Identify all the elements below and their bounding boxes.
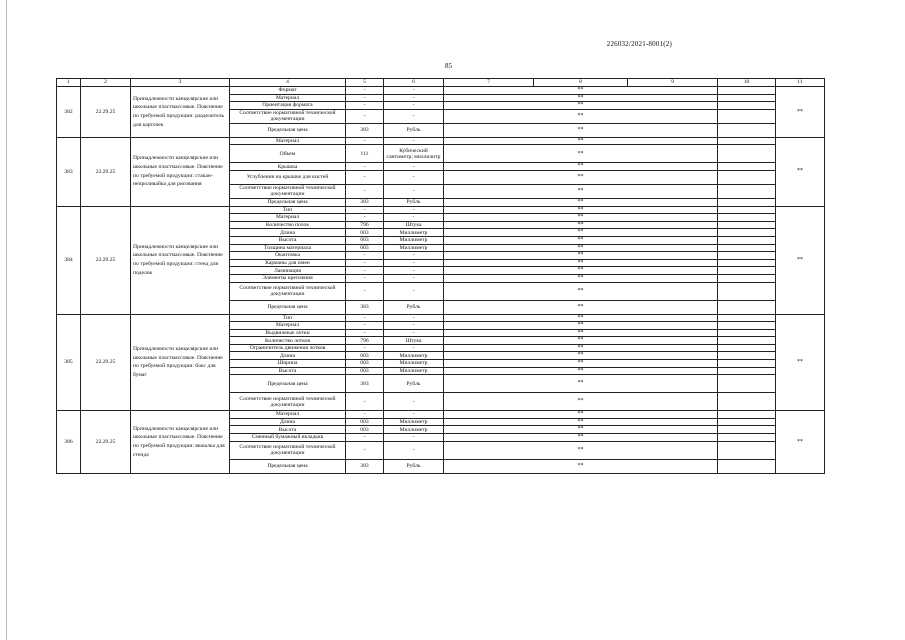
value-mark: ** bbox=[577, 274, 584, 281]
unit-code: - bbox=[346, 184, 384, 198]
col-10-cell bbox=[718, 252, 776, 260]
header-col-1: 1 bbox=[57, 79, 81, 87]
table-row bbox=[57, 206, 825, 214]
unit-name: - bbox=[384, 214, 444, 222]
characteristic-name: Ширина bbox=[230, 360, 346, 368]
characteristic-name: Предельная цена bbox=[230, 123, 346, 137]
unit-name: - bbox=[384, 206, 444, 214]
value-mark: ** bbox=[577, 446, 584, 453]
unit-name: - bbox=[384, 259, 444, 267]
characteristic-value bbox=[444, 267, 718, 275]
characteristic-value bbox=[444, 393, 718, 411]
value-mark: ** bbox=[577, 426, 584, 433]
characteristic-value bbox=[444, 344, 718, 352]
characteristic-value bbox=[444, 337, 718, 345]
col-10-cell bbox=[718, 375, 776, 393]
unit-name: Миллиметр bbox=[384, 229, 444, 237]
col-10-cell bbox=[718, 206, 776, 214]
characteristic-name: Длина bbox=[230, 418, 346, 426]
unit-code: 796 bbox=[346, 221, 384, 229]
unit-name: Миллиметр bbox=[384, 426, 444, 434]
header-col-5: 5 bbox=[346, 79, 384, 87]
col-10-cell bbox=[718, 102, 776, 110]
col-10-cell bbox=[718, 94, 776, 102]
value-mark: ** bbox=[577, 287, 584, 294]
unit-name: Миллиметр bbox=[384, 360, 444, 368]
characteristic-name: Соответствие нормативной технической документации bbox=[230, 184, 346, 198]
unit-name: Миллиметр bbox=[384, 418, 444, 426]
value-mark: ** bbox=[577, 434, 584, 441]
unit-name: - bbox=[384, 344, 444, 352]
unit-code: 003 bbox=[346, 352, 384, 360]
value-mark: ** bbox=[577, 411, 584, 418]
characteristic-name: Ламинация bbox=[230, 267, 346, 275]
col-10-cell bbox=[718, 300, 776, 314]
unit-name: Миллиметр bbox=[384, 236, 444, 244]
value-mark: ** bbox=[577, 418, 584, 425]
characteristic-value bbox=[444, 214, 718, 222]
value-mark: ** bbox=[577, 214, 584, 221]
characteristic-value bbox=[444, 206, 718, 214]
unit-code: - bbox=[346, 137, 384, 145]
unit-code: - bbox=[346, 344, 384, 352]
characteristic-name: Элементы крепления bbox=[230, 274, 346, 282]
item-name: Принадлежности канцелярские или школьные пластмассовые. Пояснение по требуемой продукции: стенд для поделок bbox=[131, 206, 230, 314]
value-mark: ** bbox=[577, 303, 584, 310]
unit-name: - bbox=[384, 393, 444, 411]
characteristic-name: Высота bbox=[230, 236, 346, 244]
unit-code: 383 bbox=[346, 459, 384, 473]
unit-code: - bbox=[346, 282, 384, 300]
col-11-mark: ** bbox=[776, 87, 825, 138]
unit-name: - bbox=[384, 322, 444, 330]
value-mark: ** bbox=[577, 398, 584, 405]
col-10-cell bbox=[718, 329, 776, 337]
col-10-cell bbox=[718, 170, 776, 184]
col-10-cell bbox=[718, 137, 776, 145]
value-mark: ** bbox=[577, 229, 584, 236]
value-mark: ** bbox=[577, 126, 584, 133]
characteristic-value bbox=[444, 145, 718, 163]
col-10-cell bbox=[718, 244, 776, 252]
value-mark: ** bbox=[577, 94, 584, 101]
value-mark: ** bbox=[577, 314, 584, 321]
characteristic-value bbox=[444, 322, 718, 330]
characteristic-value bbox=[444, 102, 718, 110]
unit-name: Рубль bbox=[384, 459, 444, 473]
col-10-cell bbox=[718, 352, 776, 360]
characteristic-name: Ограничитель движения лотков bbox=[230, 344, 346, 352]
col-10-cell bbox=[718, 459, 776, 473]
value-mark: ** bbox=[577, 206, 584, 213]
unit-name: - bbox=[384, 87, 444, 95]
characteristic-value bbox=[444, 94, 718, 102]
value-mark: ** bbox=[577, 344, 584, 351]
characteristic-name: Предельная цена bbox=[230, 375, 346, 393]
col-10-cell bbox=[718, 274, 776, 282]
page-number: 85 bbox=[445, 62, 452, 70]
characteristic-value bbox=[444, 300, 718, 314]
value-mark: ** bbox=[577, 329, 584, 336]
scan-edge-line bbox=[6, 0, 7, 640]
unit-name: Миллиметр bbox=[384, 352, 444, 360]
okpd-code: 22.29.25 bbox=[81, 87, 131, 138]
unit-code: - bbox=[346, 252, 384, 260]
unit-code: 003 bbox=[346, 367, 384, 375]
value-mark: ** bbox=[577, 352, 584, 359]
col-11-mark: ** bbox=[776, 206, 825, 314]
unit-code: 383 bbox=[346, 300, 384, 314]
col-10-cell bbox=[718, 109, 776, 123]
value-mark: ** bbox=[577, 252, 584, 259]
col-10-cell bbox=[718, 267, 776, 275]
unit-name: - bbox=[384, 441, 444, 459]
characteristic-name: Окантовка bbox=[230, 252, 346, 260]
characteristic-name: Тип bbox=[230, 206, 346, 214]
characteristic-name: Соответствие нормативной технической документации bbox=[230, 441, 346, 459]
okpd-code: 22.29.25 bbox=[81, 137, 131, 206]
unit-name: - bbox=[384, 109, 444, 123]
header-col-6: 6 bbox=[384, 79, 444, 87]
unit-code: - bbox=[346, 109, 384, 123]
value-mark: ** bbox=[577, 137, 584, 144]
characteristic-value bbox=[444, 441, 718, 459]
value-mark: ** bbox=[577, 102, 584, 109]
unit-name: Рубль bbox=[384, 198, 444, 206]
unit-code: - bbox=[346, 322, 384, 330]
unit-code: - bbox=[346, 267, 384, 275]
characteristic-name: Выдвижные лотки bbox=[230, 329, 346, 337]
col-10-cell bbox=[718, 221, 776, 229]
unit-name: Рубль bbox=[384, 375, 444, 393]
characteristic-name: Предельная цена bbox=[230, 300, 346, 314]
col-10-cell bbox=[718, 87, 776, 95]
value-mark: ** bbox=[577, 462, 584, 469]
unit-code: 383 bbox=[346, 198, 384, 206]
characteristic-value bbox=[444, 198, 718, 206]
specification-table bbox=[56, 78, 825, 474]
item-number: 383 bbox=[57, 137, 81, 206]
unit-name: Миллиметр bbox=[384, 367, 444, 375]
unit-name: Рубль bbox=[384, 300, 444, 314]
characteristic-name: Длина bbox=[230, 229, 346, 237]
unit-code: 383 bbox=[346, 375, 384, 393]
item-name: Принадлежности канцелярские или школьные пластмассовые. Пояснение по требуемой продукции: бокс для бумаг bbox=[131, 314, 230, 411]
unit-name: Рубль bbox=[384, 123, 444, 137]
characteristic-value bbox=[444, 418, 718, 426]
unit-name: - bbox=[384, 170, 444, 184]
unit-code: 003 bbox=[346, 426, 384, 434]
okpd-code: 22.29.25 bbox=[81, 411, 131, 473]
value-mark: ** bbox=[577, 267, 584, 274]
unit-name: - bbox=[384, 267, 444, 275]
characteristic-name: Материал bbox=[230, 411, 346, 419]
characteristic-value bbox=[444, 221, 718, 229]
characteristic-value bbox=[444, 137, 718, 145]
item-number: 385 bbox=[57, 314, 81, 411]
unit-code: 003 bbox=[346, 244, 384, 252]
characteristic-value bbox=[444, 109, 718, 123]
characteristic-name: Соответствие нормативной технической документации bbox=[230, 109, 346, 123]
unit-code: 003 bbox=[346, 418, 384, 426]
characteristic-value bbox=[444, 244, 718, 252]
unit-code: - bbox=[346, 441, 384, 459]
header-col-9: 9 bbox=[628, 79, 718, 87]
unit-code: - bbox=[346, 170, 384, 184]
characteristic-name: Тип bbox=[230, 314, 346, 322]
unit-name: - bbox=[384, 163, 444, 171]
characteristic-value bbox=[444, 314, 718, 322]
characteristic-name: Материал bbox=[230, 137, 346, 145]
unit-name: - bbox=[384, 274, 444, 282]
unit-code: - bbox=[346, 87, 384, 95]
value-mark: ** bbox=[577, 380, 584, 387]
characteristic-name: Карманы для имен bbox=[230, 259, 346, 267]
unit-name: - bbox=[384, 252, 444, 260]
col-10-cell bbox=[718, 198, 776, 206]
col-10-cell bbox=[718, 337, 776, 345]
header-col-8: 8 bbox=[534, 79, 628, 87]
characteristic-name: Предельная цена bbox=[230, 459, 346, 473]
characteristic-name: Материал bbox=[230, 94, 346, 102]
characteristic-name: Предельная цена bbox=[230, 198, 346, 206]
unit-code: - bbox=[346, 94, 384, 102]
characteristic-name: Углубления на крышке для кистей bbox=[230, 170, 346, 184]
characteristic-name: Формат bbox=[230, 87, 346, 95]
table-row bbox=[57, 314, 825, 322]
unit-name: Штука bbox=[384, 221, 444, 229]
characteristic-value bbox=[444, 426, 718, 434]
unit-code: - bbox=[346, 314, 384, 322]
item-name: Принадлежности канцелярские или школьные пластмассовые. Пояснение по требуемой продукции: стакан-непроливайка для рисования bbox=[131, 137, 230, 206]
value-mark: ** bbox=[577, 367, 584, 374]
value-mark: ** bbox=[577, 174, 584, 181]
characteristic-name: Материал bbox=[230, 322, 346, 330]
col-10-cell bbox=[718, 322, 776, 330]
col-10-cell bbox=[718, 411, 776, 419]
characteristic-value bbox=[444, 411, 718, 419]
okpd-code: 22.29.25 bbox=[81, 314, 131, 411]
characteristic-value bbox=[444, 352, 718, 360]
unit-name: Штука bbox=[384, 337, 444, 345]
col-10-cell bbox=[718, 393, 776, 411]
unit-name: - bbox=[384, 102, 444, 110]
item-name: Принадлежности канцелярские или школьные пластмассовые. Пояснение по требуемой продукции: разделитель для карточек bbox=[131, 87, 230, 138]
unit-code: - bbox=[346, 163, 384, 171]
characteristic-name: Соответствие нормативной технической документации bbox=[230, 393, 346, 411]
characteristic-name: Сменный бумажный вкладыш bbox=[230, 434, 346, 442]
col-10-cell bbox=[718, 163, 776, 171]
col-10-cell bbox=[718, 367, 776, 375]
unit-name: - bbox=[384, 314, 444, 322]
header-col-10: 10 bbox=[718, 79, 776, 87]
characteristic-name: Крышка bbox=[230, 163, 346, 171]
header-col-7: 7 bbox=[444, 79, 534, 87]
col-10-cell bbox=[718, 314, 776, 322]
value-mark: ** bbox=[577, 337, 584, 344]
characteristic-value bbox=[444, 375, 718, 393]
characteristic-value bbox=[444, 170, 718, 184]
col-10-cell bbox=[718, 229, 776, 237]
col-10-cell bbox=[718, 434, 776, 442]
unit-code: - bbox=[346, 274, 384, 282]
unit-code: - bbox=[346, 329, 384, 337]
characteristic-value bbox=[444, 282, 718, 300]
characteristic-value bbox=[444, 123, 718, 137]
characteristic-value bbox=[444, 87, 718, 95]
header-col-2: 2 bbox=[81, 79, 131, 87]
unit-name: Миллиметр bbox=[384, 244, 444, 252]
value-mark: ** bbox=[577, 221, 584, 228]
unit-code: 383 bbox=[346, 123, 384, 137]
unit-name: - bbox=[384, 329, 444, 337]
unit-code: - bbox=[346, 393, 384, 411]
characteristic-name: Объем bbox=[230, 145, 346, 163]
table-row bbox=[57, 137, 825, 145]
unit-code: 003 bbox=[346, 360, 384, 368]
col-11-mark: ** bbox=[776, 314, 825, 411]
characteristic-value bbox=[444, 329, 718, 337]
unit-name: - bbox=[384, 184, 444, 198]
item-name: Принадлежности канцелярские или школьные пластмассовые. Пояснение по требуемой продукции: вешалка для стенда bbox=[131, 411, 230, 473]
unit-code: - bbox=[346, 259, 384, 267]
unit-name: - bbox=[384, 411, 444, 419]
characteristic-value bbox=[444, 360, 718, 368]
col-10-cell bbox=[718, 441, 776, 459]
unit-code: 003 bbox=[346, 229, 384, 237]
unit-code: - bbox=[346, 411, 384, 419]
unit-code: - bbox=[346, 206, 384, 214]
characteristic-name: Количество лотков bbox=[230, 337, 346, 345]
okpd-code: 22.29.25 bbox=[81, 206, 131, 314]
characteristic-value bbox=[444, 252, 718, 260]
value-mark: ** bbox=[577, 259, 584, 266]
item-number: 382 bbox=[57, 87, 81, 138]
value-mark: ** bbox=[577, 322, 584, 329]
characteristic-value bbox=[444, 259, 718, 267]
col-11-mark: ** bbox=[776, 137, 825, 206]
characteristic-value bbox=[444, 229, 718, 237]
characteristic-value bbox=[444, 274, 718, 282]
col-10-cell bbox=[718, 214, 776, 222]
header-col-3: 3 bbox=[131, 79, 230, 87]
col-10-cell bbox=[718, 145, 776, 163]
characteristic-name: Материал bbox=[230, 214, 346, 222]
col-10-cell bbox=[718, 259, 776, 267]
item-number: 384 bbox=[57, 206, 81, 314]
table-row bbox=[57, 87, 825, 95]
unit-code: - bbox=[346, 214, 384, 222]
col-10-cell bbox=[718, 236, 776, 244]
value-mark: ** bbox=[577, 198, 584, 205]
characteristic-value bbox=[444, 184, 718, 198]
characteristic-value bbox=[444, 367, 718, 375]
characteristic-value bbox=[444, 459, 718, 473]
header-col-11: 11 bbox=[776, 79, 825, 87]
value-mark: ** bbox=[577, 236, 584, 243]
unit-code: 796 bbox=[346, 337, 384, 345]
unit-code: 003 bbox=[346, 236, 384, 244]
characteristic-name: Соответствие нормативной технической документации bbox=[230, 282, 346, 300]
unit-name: - bbox=[384, 94, 444, 102]
col-10-cell bbox=[718, 426, 776, 434]
value-mark: ** bbox=[577, 87, 584, 93]
table-row bbox=[57, 411, 825, 419]
unit-name: - bbox=[384, 434, 444, 442]
col-10-cell bbox=[718, 123, 776, 137]
value-mark: ** bbox=[577, 163, 584, 170]
document-number: 226032/2021-8001(2) bbox=[606, 40, 672, 48]
characteristic-name: Высота bbox=[230, 426, 346, 434]
characteristic-value bbox=[444, 236, 718, 244]
value-mark: ** bbox=[577, 360, 584, 367]
value-mark: ** bbox=[577, 150, 584, 157]
unit-name: - bbox=[384, 282, 444, 300]
unit-code: - bbox=[346, 102, 384, 110]
col-10-cell bbox=[718, 184, 776, 198]
characteristic-name: Толщина материала bbox=[230, 244, 346, 252]
unit-name: - bbox=[384, 137, 444, 145]
value-mark: ** bbox=[577, 188, 584, 195]
unit-name: Кубический сантиметр; миллилитр bbox=[384, 145, 444, 163]
characteristic-name: Количество полок bbox=[230, 221, 346, 229]
item-number: 386 bbox=[57, 411, 81, 473]
unit-code: 111 bbox=[346, 145, 384, 163]
col-10-cell bbox=[718, 282, 776, 300]
characteristic-name: Ориентация формата bbox=[230, 102, 346, 110]
characteristic-value bbox=[444, 434, 718, 442]
header-row bbox=[57, 79, 825, 87]
col-10-cell bbox=[718, 418, 776, 426]
value-mark: ** bbox=[577, 112, 584, 119]
characteristic-name: Длина bbox=[230, 352, 346, 360]
unit-code: - bbox=[346, 434, 384, 442]
characteristic-name: Высота bbox=[230, 367, 346, 375]
col-11-mark: ** bbox=[776, 411, 825, 473]
characteristic-value bbox=[444, 163, 718, 171]
value-mark: ** bbox=[577, 244, 584, 251]
header-col-4: 4 bbox=[230, 79, 346, 87]
col-10-cell bbox=[718, 344, 776, 352]
col-10-cell bbox=[718, 360, 776, 368]
